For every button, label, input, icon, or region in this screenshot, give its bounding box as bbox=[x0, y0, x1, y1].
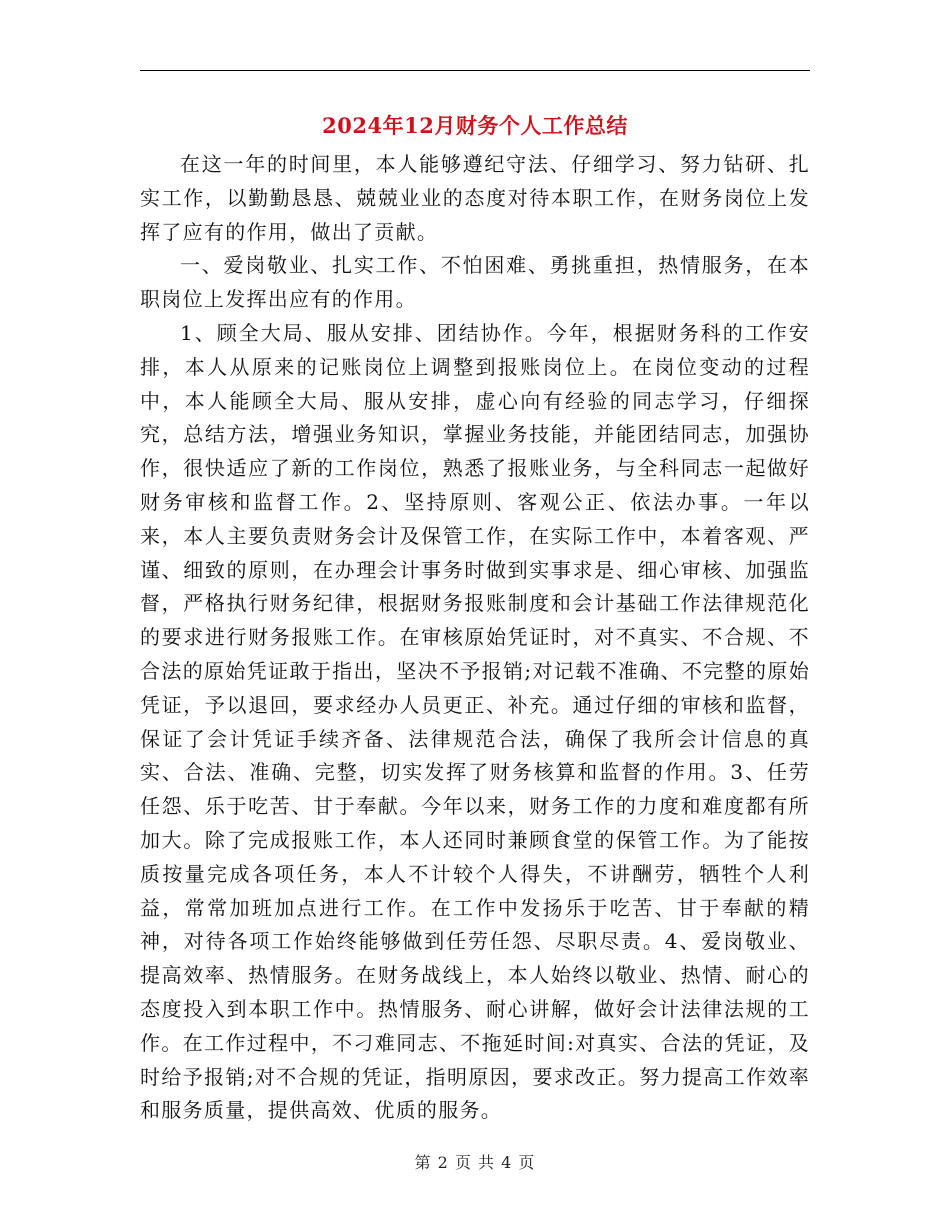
header-rule bbox=[140, 70, 810, 71]
document-title: 2024年12月财务个人工作总结 bbox=[322, 113, 628, 138]
paragraph-intro: 在这一年的时间里，本人能够遵纪守法、仔细学习、努力钻研、扎实工作，以勤勤恳恳、兢兢业业的态度对待本职工作，在财务岗位上发挥了应有的作用，做出了贡献。 bbox=[140, 152, 810, 244]
paragraph-section-one: 一、爱岗敬业、扎实工作、不怕困难、勇挑重担，热情服务，在本职岗位上发挥出应有的作用。 bbox=[140, 253, 810, 312]
page-number-footer: 第 2 页 共 4 页 bbox=[414, 1153, 536, 1172]
document-body bbox=[140, 148, 810, 1128]
paragraph-details: 1、顾全大局、服从安排、团结协作。今年，根据财务科的工作安排，本人从原来的记账岗位上调整到报账岗位上。在岗位变动的过程中，本人能顾全大局、服从安排，虚心向有经验的同志学习，仔细探究，总结方法，增强业务知识，掌握业务技能，并能团结同志，加强协作，很快适应了新的工作岗位，熟悉了报账业务，与全科同志一起做好财务审核和监督工作。2、坚持原则、客观公正、依法办事。一年以来，本人主要负责财务会计及保管工作，在实际工作中，本着客观、严谨、细致的原则，在办理会计事务时做到实事求是、细心审核、加强监督，严格执行财务纪律，根据财务报账制度和会计基础工作法律规范化的要求进行财务报账工作。在审核原始凭证时，对不真实、不合规、不合法的原始凭证敢于指出，坚决不予报销;对记载不准确、不完整的原始凭证，予以退回，要求经办人员更正、补充。通过仔细的审核和监督，保证了会计凭证手续齐备、法律规范合法，确保了我所会计信息的真实、合法、准确、完整，切实发挥了财务核算和监督的作用。3、任劳任怨、乐于吃苦、甘于奉献。今年以来，财务工作的力度和难度都有所加大。除了完成报账工作，本人还同时兼顾食堂的保管工作。为了能按质按量完成各项任务，本人不计较个人得失，不讲酬劳，牺牲个人利益，常常加班加点进行工作。在工作中发扬乐于吃苦、甘于奉献的精神，对待各项工作始终能够做到任劳任怨、尽职尽责。4、爱岗敬业、提高效率、热情服务。在财务战线上，本人始终以敬业、热情、耐心的态度投入到本职工作中。热情服务、耐心讲解，做好会计法律法规的工作。在工作过程中，不刁难同志、不拖延时间:对真实、合法的凭证，及时给予报销;对不合规的凭证，指明原因，要求改正。努力提高工作效率和服务质量，提供高效、优质的服务。 bbox=[140, 320, 810, 1123]
